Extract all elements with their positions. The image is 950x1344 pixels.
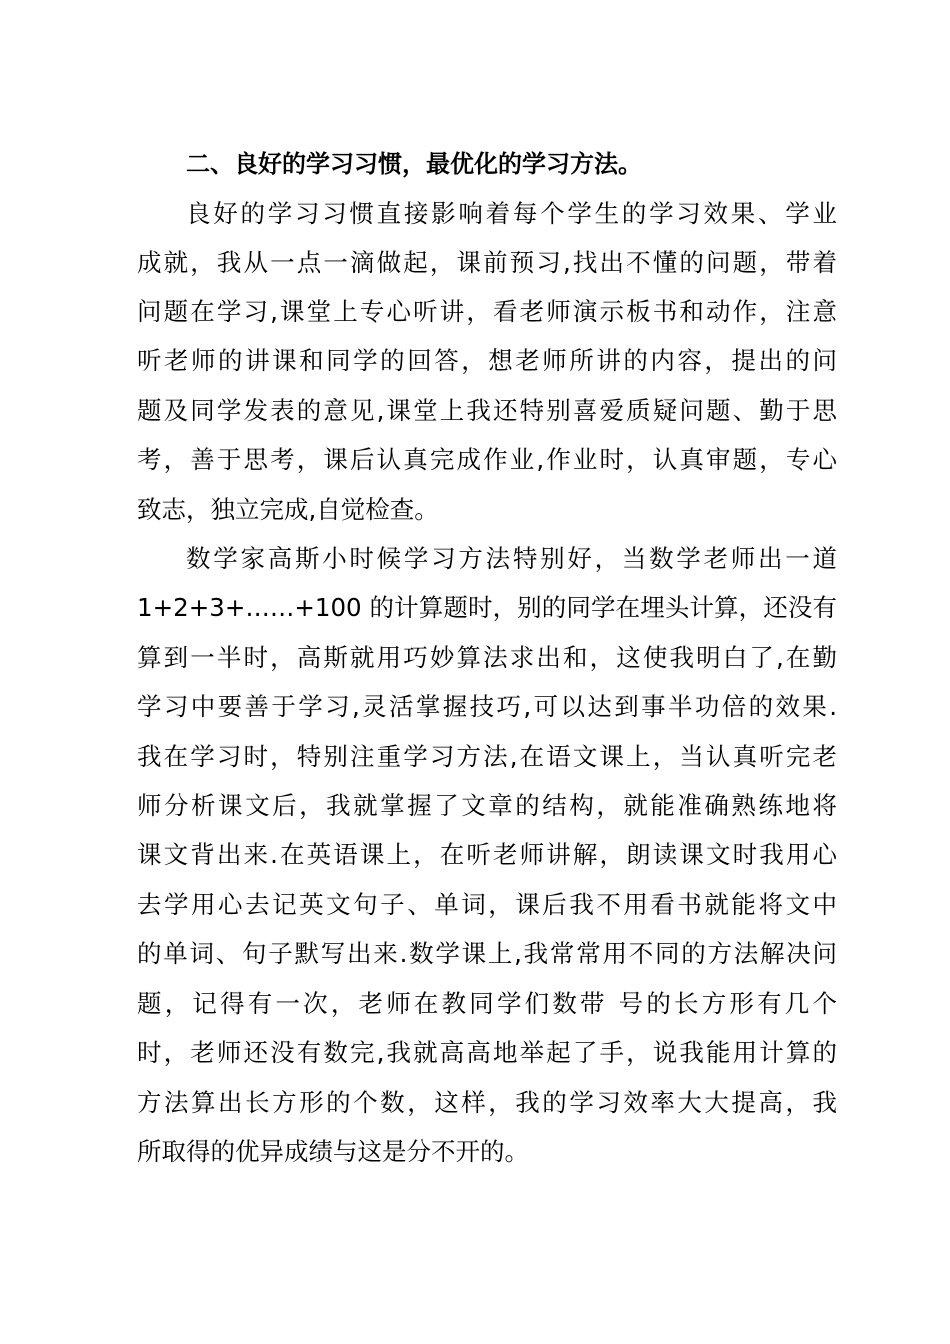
paragraph-1-line-1: 良好的学习习惯直接影响着每个学生的学习效果、学业 [186,199,837,228]
paragraph-2-line-9: 的单词、句子默写出来.数学课上,我常常用不同的方法解决问 [137,939,837,968]
paragraph-1-line-2: 成就，我从一点一滴做起，课前预习,找出不懂的问题，带着 [137,248,837,277]
paragraph-2-line-12: 方法算出长方形的个数，这样，我的学习效率大大提高，我 [137,1088,837,1117]
paragraph-2-line-8: 去学用心去记英文句子、单词，课后我不用看书就能将文中 [137,890,837,919]
section-heading: 二、良好的学习习惯，最优化的学习方法。 [186,150,642,178]
paragraph-2-line-1: 数学家高斯小时候学习方法特别好，当数学老师出一道 [186,544,837,573]
paragraph-2-line-6: 师分析课文后，我就掌握了文章的结构，就能准确熟练地将 [137,791,837,820]
paragraph-2-line-11: 时，老师还没有数完,我就高高地举起了手，说我能用计算的 [137,1038,837,1067]
paragraph-2-line-10: 题，记得有一次，老师在教同学们数带 号的长方形有几个 [137,989,837,1018]
paragraph-2-line-3: 算到一半时，高斯就用巧妙算法求出和，这使我明白了,在勤 [137,643,837,672]
paragraph-1-line-5: 题及同学发表的意见,课堂上我还特别喜爱质疑问题、勤于思 [137,396,837,425]
paragraph-1-line-6: 考，善于思考，课后认真完成作业,作业时，认真审题，专心 [137,445,837,474]
paragraph-2-line-7: 课文背出来.在英语课上，在听老师讲解，朗读课文时我用心 [137,840,837,869]
paragraph-2-line-13: 所取得的优异成绩与这是分不开的。 [137,1137,529,1166]
paragraph-1-line-3: 问题在学习,课堂上专心听讲，看老师演示板书和动作，注意 [137,297,837,326]
paragraph-2-line-4: 学习中要善于学习,灵活掌握技巧,可以达到事半功倍的效果. [137,692,837,721]
paragraph-2-line-5: 我在学习时，特别注重学习方法,在语文课上，当认真听完老 [137,742,837,771]
paragraph-2-line-2: 1+2+3+……+100 的计算题时，别的同学在埋头计算，还没有 [137,593,837,622]
paragraph-1-line-4: 听老师的讲课和同学的回答，想老师所讲的内容，提出的问 [137,346,837,375]
paragraph-1-line-7: 致志，独立完成,自觉检查。 [137,495,439,524]
